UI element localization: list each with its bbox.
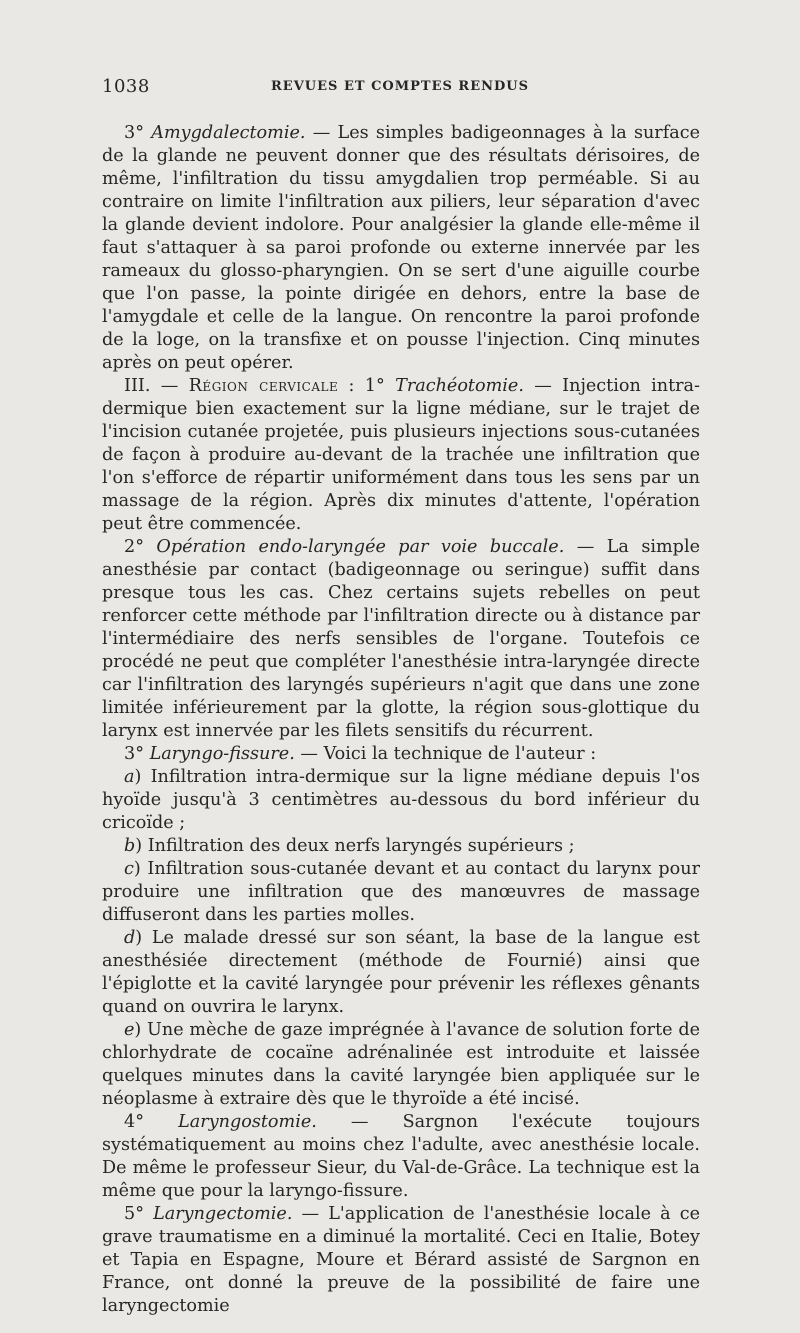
section-number: 4° bbox=[124, 1112, 179, 1132]
list-text: ) Une mèche de gaze imprégnée à l'avance de solution forte de chlorhydrate de cocaïne adrénalinée est introduite et laissée quelques minutes dans la cavité laryngée bien appliquée sur le néoplasme à extraire dès que le thyroïde a été incisé. bbox=[102, 1020, 700, 1109]
page-number: 1038 bbox=[102, 76, 150, 97]
subsection-number: : 1° bbox=[338, 376, 396, 396]
body-text bbox=[102, 122, 700, 1318]
section-heading: Région cervicale bbox=[188, 376, 339, 396]
section-title: Laryngectomie. bbox=[153, 1204, 293, 1224]
section-number: 3° bbox=[124, 744, 150, 764]
list-item-a bbox=[102, 766, 700, 835]
paragraph-laryngo-fissure bbox=[102, 743, 700, 766]
section-number: 2° bbox=[124, 537, 157, 557]
section-title: Trachéotomie. bbox=[395, 376, 524, 396]
list-letter: c bbox=[124, 859, 134, 879]
list-item-d bbox=[102, 927, 700, 1019]
section-title: Laryngostomie. bbox=[178, 1112, 317, 1132]
list-text: ) Infiltration sous-cutanée devant et au contact du larynx pour produire une infiltration que des manœuvres de massage diffuseront dans les parties molles. bbox=[102, 859, 700, 925]
list-letter: e bbox=[124, 1020, 135, 1040]
paragraph-tracheotomie bbox=[102, 375, 700, 536]
list-item-c bbox=[102, 858, 700, 927]
paragraph-text: — Les simples badigeonnages à la surface de la glande ne peuvent donner que des résultats dérisoires, de même, l'infiltration du tissu amygdalien trop perméable. Si au contraire on limite l'infiltration aux piliers, leur séparation d'avec la glande devient indolore. Pour analgésier la glande elle-même il faut s'attaquer à sa paroi profonde ou externe innervée par les rameaux du glosso-pharyngien. On se sert d'une aiguille courbe que l'on passe, la pointe dirigée en dehors, entre la base de l'amygdale et celle de la langue. On rencontre la paroi profonde de la loge, on la transfixe et on pousse l'injection. Cinq minutes après on peut opérer. bbox=[102, 123, 700, 373]
paragraph-amygdalectomie bbox=[102, 122, 700, 375]
section-title: Opération endo-laryngée par voie buccale. bbox=[156, 537, 565, 557]
list-letter: a bbox=[124, 767, 135, 787]
paragraph-endo-laryngee bbox=[102, 536, 700, 743]
section-title: Laryngo-fissure. bbox=[149, 744, 295, 764]
paragraph-laryngectomie bbox=[102, 1203, 700, 1318]
list-item-e bbox=[102, 1019, 700, 1111]
paragraph-text: — La simple anesthésie par contact (badigeonnage ou seringue) suffit dans presque tous les cas. Chez certains sujets rebelles on peut renforcer cette méthode par l'infiltration directe ou à distance par l'intermédiaire des nerfs sensibles de l'organe. Toutefois ce procédé ne peut que compléter l'anesthésie intra-laryngée directe car l'infiltration des laryngés supérieurs n'agit que dans une zone limitée inférieurement par la glotte, la région sous-glottique du larynx est innervée par les filets sensitifs du récurrent. bbox=[102, 537, 700, 741]
list-text: ) Infiltration des deux nerfs laryngés supérieurs ; bbox=[135, 836, 575, 856]
paragraph-text: — Voici la technique de l'auteur : bbox=[294, 744, 597, 764]
running-title: REVUES ET COMPTES RENDUS bbox=[271, 79, 529, 94]
list-text: ) Infiltration intra-dermique sur la ligne médiane depuis l'os hyoïde jusqu'à 3 centimètres au-dessous du bord inférieur du cricoïde ; bbox=[102, 767, 700, 833]
section-number: 5° bbox=[124, 1204, 154, 1224]
list-item-b bbox=[102, 835, 700, 858]
section-number: 3° bbox=[124, 123, 152, 143]
list-letter: d bbox=[124, 928, 136, 948]
paragraph-text: — L'application de l'anesthésie locale à ce grave traumatisme en a diminué la mortalité. Ceci en Italie, Botey et Tapia en Espagne, Moure et Bérard assisté de Sargnon en France, ont donné la preuve de la possibilité de faire une laryngectomie bbox=[102, 1204, 700, 1316]
paragraph-text: — Sargnon l'exécute toujours systématiquement au moins chez l'adulte, avec anesthésie locale. De même le professeur Sieur, du Val-de-Grâce. La technique est la même que pour la laryngo-fissure. bbox=[102, 1112, 700, 1201]
page-header bbox=[102, 76, 698, 102]
section-title: Amygdalectomie. bbox=[151, 123, 306, 143]
paragraph-laryngostomie bbox=[102, 1111, 700, 1203]
list-letter: b bbox=[124, 836, 136, 856]
section-number: III. — bbox=[124, 376, 189, 396]
list-text: ) Le malade dressé sur son séant, la base de la langue est anesthésiée directement (méthode de Fournié) ainsi que l'épiglotte et la cavité laryngée pour prévenir les réflexes gênants quand on ouvrira le larynx. bbox=[102, 928, 700, 1017]
paragraph-text: — Injection intra-dermique bien exactement sur la ligne médiane, sur le trajet de l'incision cutanée projetée, puis plusieurs injections sous-cutanées de façon à produire au-devant de la trachée une infiltration que l'on s'efforce de répartir uniformément dans tous les sens par un massage de la région. Après dix minutes d'attente, l'opération peut être commencée. bbox=[102, 376, 700, 534]
